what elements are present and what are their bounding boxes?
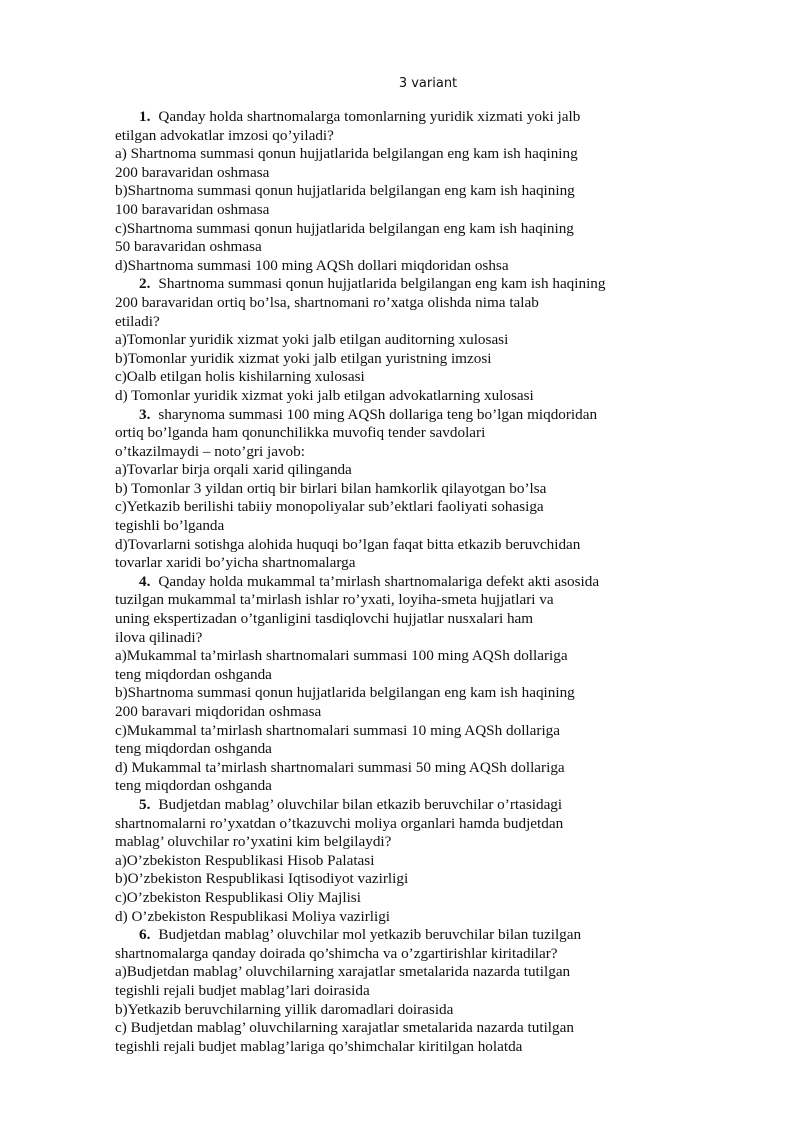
question-text: sharynoma summasi 100 ming AQSh dollariga teng bo’lgan miqdoridan [158, 405, 598, 423]
question-block [115, 406, 675, 573]
question-text-line [115, 406, 675, 425]
answer-text-line: tegishli rejali budjet mablag’lariga qo’shimchalar kiritilgan holatda [115, 1037, 523, 1055]
question-text-line [115, 833, 675, 852]
answer-text-line: a)Tomonlar yuridik xizmat yoki jalb etilgan auditorning xulosasi [115, 331, 509, 349]
answer-text-line: c) Budjetdan mablag’ oluvchilarning xarajatlar smetalarida nazarda tutilgan [115, 1019, 574, 1037]
question-text-line [115, 294, 675, 313]
answer-text-line: c)Shartnoma summasi qonun hujjatlarida belgilangan eng kam ish haqining [115, 219, 574, 237]
question-text-line [115, 275, 675, 294]
answer-text-line: a)Tovarlar birja orqali xarid qilinganda [115, 461, 352, 479]
question-number: 5. [139, 795, 151, 813]
answer-option [115, 480, 675, 499]
question-text: ortiq bo’lganda ham qonunchilikka muvofiq tender savdolari [115, 424, 486, 442]
answer-option [115, 1019, 675, 1056]
answer-text-line: 100 baravaridan oshmasa [115, 200, 270, 218]
answer-option [115, 331, 675, 350]
answer-option [115, 647, 675, 684]
question-block [115, 926, 675, 1056]
answer-option [115, 722, 675, 759]
answer-option [115, 889, 675, 908]
question-number: 4. [139, 572, 151, 590]
answer-text-line: d)Tovarlarni sotishga alohida huquqi bo’lgan faqat bitta etkazib beruvchidan [115, 535, 581, 553]
answer-option [115, 963, 675, 1000]
answer-text-line: 200 baravaridan oshmasa [115, 163, 270, 181]
question-number: 2. [139, 275, 151, 293]
question-block [115, 796, 675, 926]
question-number: 6. [139, 926, 151, 944]
question-block [115, 275, 675, 405]
answer-option [115, 461, 675, 480]
answer-text-line: a) Shartnoma summasi qonun hujjatlarida belgilangan eng kam ish haqining [115, 145, 578, 163]
answer-text-line: teng miqdordan oshganda [115, 665, 272, 683]
answer-option [115, 182, 675, 219]
question-text-line [115, 591, 675, 610]
answer-option [115, 498, 675, 535]
answer-option [115, 870, 675, 889]
question-text-line [115, 443, 675, 462]
question-text: mablag’ oluvchilar ro’yxatini kim belgilaydi? [115, 833, 392, 851]
answer-text-line: tegishli rejali budjet mablag’lari doirasida [115, 981, 370, 999]
question-text: Qanday holda mukammal ta’mirlash shartnomalariga defekt akti asosida [158, 572, 600, 590]
answer-text-line: tovarlar xaridi bo’yicha shartnomalarga [115, 554, 356, 572]
answer-option [115, 350, 675, 369]
answer-text-line: c)Mukammal ta’mirlash shartnomalari summasi 10 ming AQSh dollariga [115, 721, 560, 739]
question-text: etilgan advokatlar imzosi qo’yiladi? [115, 126, 334, 144]
answer-text-line: a)Mukammal ta’mirlash shartnomalari summasi 100 ming AQSh dollariga [115, 647, 568, 665]
question-text: o’tkazilmaydi – noto’gri javob: [115, 442, 305, 460]
answer-text-line: b)O’zbekiston Respublikasi Iqtisodiyot vazirligi [115, 870, 409, 888]
question-list [115, 108, 675, 1056]
question-text: tuzilgan mukammal ta’mirlash ishlar ro’yxati, loyiha-smeta hujjatlari va [115, 591, 554, 609]
question-text-line [115, 108, 675, 127]
question-text-line [115, 610, 675, 629]
answer-text-line: d) Mukammal ta’mirlash shartnomalari summasi 50 ming AQSh dollariga [115, 758, 565, 776]
answer-text-line: teng miqdordan oshganda [115, 777, 272, 795]
answer-text-line: a)O’zbekiston Respublikasi Hisob Palatasi [115, 851, 375, 869]
question-text-line [115, 573, 675, 592]
answer-option [115, 852, 675, 871]
answer-text-line: c)O’zbekiston Respublikasi Oliy Majlisi [115, 888, 361, 906]
answer-text-line: 50 baravaridan oshmasa [115, 238, 262, 256]
answer-text-line: d) Tomonlar yuridik xizmat yoki jalb etilgan advokatlarning xulosasi [115, 386, 534, 404]
question-text: Qanday holda shartnomalarga tomonlarning yuridik xizmati yoki jalb [158, 108, 581, 125]
question-text: uning ekspertizadan o’tganligini tasdiqlovchi hujjatlar nusxalari ham [115, 610, 534, 628]
question-text: Budjetdan mablag’ oluvchilar bilan etkazib beruvchilar o’rtasidagi [158, 795, 563, 813]
answer-option [115, 759, 675, 796]
answer-option [115, 220, 675, 257]
question-text: shartnomalarga qanday doirada qo’shimcha va o’zgartirishlar kiritadilar? [115, 944, 558, 962]
question-text-line [115, 424, 675, 443]
question-text: 200 baravaridan ortiq bo’lsa, shartnomani ro’xatga olishda nima talab [115, 293, 539, 311]
question-text: ilova qilinadi? [115, 628, 203, 646]
question-text: Budjetdan mablag’ oluvchilar mol yetkazib beruvchilar bilan tuzilgan [158, 926, 582, 944]
question-text-line [115, 945, 675, 964]
question-block [115, 573, 675, 796]
answer-text-line: teng miqdordan oshganda [115, 740, 272, 758]
question-text: Shartnoma summasi qonun hujjatlarida belgilangan eng kam ish haqining [158, 275, 606, 293]
answer-text-line: a)Budjetdan mablag’ oluvchilarning xarajatlar smetalarida nazarda tutilgan [115, 963, 571, 981]
answer-text-line: 200 baravari miqdoridan oshmasa [115, 703, 322, 720]
answer-option [115, 145, 675, 182]
answer-option [115, 387, 675, 406]
answer-text-line: b)Yetkazib beruvchilarning yillik daromadlari doirasida [115, 1000, 454, 1018]
question-text-line [115, 815, 675, 834]
page-title: 3 variant [398, 76, 458, 91]
question-text-line [115, 926, 675, 945]
answer-option [115, 1001, 675, 1020]
question-number: 3. [139, 405, 151, 423]
question-text: etiladi? [115, 312, 160, 330]
question-text-line [115, 313, 675, 332]
answer-option [115, 536, 675, 573]
answer-text-line: b)Tomonlar yuridik xizmat yoki jalb etilgan yuristning imzosi [115, 349, 492, 367]
answer-text-line: tegishli bo’lganda [115, 517, 225, 535]
answer-text-line: d) O’zbekiston Respublikasi Moliya vazirligi [115, 907, 391, 925]
answer-text-line: b)Shartnoma summasi qonun hujjatlarida belgilangan eng kam ish haqining [115, 684, 575, 702]
question-block [115, 108, 675, 275]
answer-text-line: b) Tomonlar 3 yildan ortiq bir birlari bilan hamkorlik qilayotgan bo’lsa [115, 479, 547, 497]
answer-text-line: c)Yetkazib berilishi tabiiy monopoliyalar sub’ektlari faoliyati sohasiga [115, 498, 544, 516]
question-text-line [115, 796, 675, 815]
question-number: 1. [139, 108, 151, 125]
answer-text-line: d)Shartnoma summasi 100 ming AQSh dollari miqdoridan oshsa [115, 256, 509, 274]
answer-option [115, 368, 675, 387]
question-text: shartnomalarni ro’yxatdan o’tkazuvchi moliya organlari hamda budjetdan [115, 814, 564, 832]
question-text-line [115, 127, 675, 146]
answer-text-line: c)Oalb etilgan holis kishilarning xulosasi [115, 368, 365, 386]
answer-option [115, 257, 675, 276]
question-text-line [115, 629, 675, 648]
answer-option [115, 908, 675, 927]
answer-option [115, 684, 675, 721]
answer-text-line: b)Shartnoma summasi qonun hujjatlarida belgilangan eng kam ish haqining [115, 182, 575, 200]
